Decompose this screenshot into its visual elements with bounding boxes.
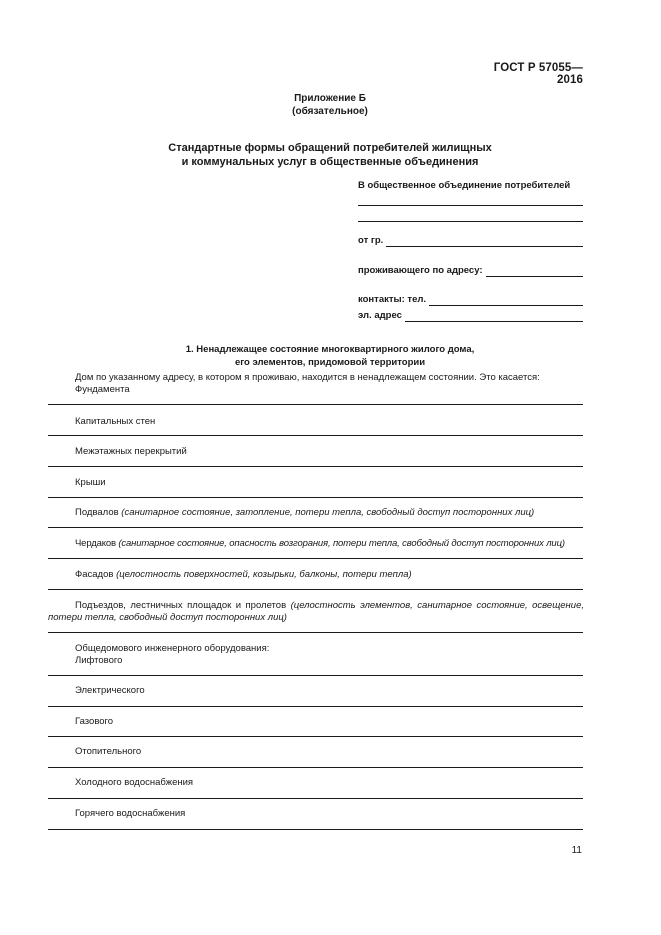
equipment-cold-water-label: Холодного водоснабжения: [75, 777, 194, 788]
email-field: [358, 308, 583, 322]
equipment-hot-water-label: Горячего водоснабжения: [75, 808, 186, 819]
appendix-title: Приложение Б: [294, 93, 366, 104]
page-title: [120, 142, 540, 169]
item-entrances-label: Подъездов, лестничных площадок и пролетов: [75, 600, 291, 611]
item-walls: [75, 416, 585, 428]
equipment-gas-line[interactable]: [48, 736, 583, 737]
item-roof-line[interactable]: [48, 497, 583, 498]
email-label: эл. адрес: [358, 310, 402, 321]
equipment-elevator-label: Лифтового: [75, 655, 123, 666]
item-roof-label: Крыши: [75, 477, 106, 488]
equipment-gas: [75, 716, 585, 728]
document-code: ГОСТ Р 57055—2016: [493, 62, 583, 86]
residing-address-input-line[interactable]: [486, 266, 583, 277]
equipment-gas-label: Газового: [75, 716, 114, 727]
item-walls-line[interactable]: [48, 435, 583, 436]
equipment-cold-water-line[interactable]: [48, 798, 583, 799]
from-label: от гр.: [358, 235, 384, 246]
item-facades: [75, 569, 585, 581]
addressee-blank-line-2[interactable]: [358, 221, 583, 222]
item-floors-label: Межэтажных перекрытий: [75, 446, 187, 457]
equipment-electrical: [75, 685, 585, 697]
residing-address-label: проживающего по адресу:: [358, 265, 483, 276]
item-entrances: [48, 600, 584, 624]
item-basements: [75, 507, 585, 519]
appendix-heading: [200, 92, 460, 118]
equipment-hot-water-line[interactable]: [48, 829, 583, 830]
page-title-line-1: Стандартные формы обращений потребителей жилищных: [168, 142, 492, 154]
section-title: [120, 344, 540, 369]
item-basements-label: Подвалов: [75, 507, 122, 518]
item-floors: [75, 446, 585, 458]
item-entrances-line[interactable]: [48, 632, 583, 633]
equipment-elevator-line[interactable]: [48, 675, 583, 676]
item-facades-note: (целостность поверхностей, козырьки, балконы, потери тепла): [116, 569, 412, 580]
addressee-heading: В общественное объединение потребителей: [358, 180, 571, 191]
item-basements-line[interactable]: [48, 527, 583, 528]
item-foundation-line[interactable]: [48, 404, 583, 405]
email-input-line[interactable]: [405, 311, 583, 322]
section-title-line-2: его элементов, придомовой территории: [234, 356, 426, 368]
item-facades-line[interactable]: [48, 589, 583, 590]
item-basements-note: (санитарное состояние, затопление, потери тепла, свободный доступ посторонних лиц): [121, 507, 535, 518]
equipment-electrical-label: Электрического: [75, 685, 145, 696]
item-facades-label: Фасадов: [75, 569, 117, 580]
equipment-elevator: [75, 655, 585, 667]
equipment-heading: Общедомового инженерного оборудования:: [75, 643, 270, 654]
item-attics: [75, 538, 585, 550]
equipment-heating: [75, 746, 585, 758]
phone-input-line[interactable]: [429, 295, 583, 306]
page-number: 11: [571, 845, 582, 856]
item-floors-line[interactable]: [48, 466, 583, 467]
page-title-line-2: и коммунальных услуг в общественные объединения: [181, 155, 479, 168]
equipment-heating-label: Отопительного: [75, 746, 142, 757]
item-foundation: [75, 384, 585, 396]
item-attics-note: (санитарное состояние, опасность возгорания, потери тепла, свободный доступ посторонних лиц): [118, 538, 565, 549]
equipment-electrical-line[interactable]: [48, 706, 583, 707]
from-field: [358, 233, 583, 247]
residing-address-field: [358, 263, 583, 277]
item-attics-label: Чердаков: [75, 538, 119, 549]
equipment-hot-water: [75, 808, 585, 820]
addressee-blank-line-1[interactable]: [358, 205, 583, 206]
phone-label: контакты: тел.: [358, 294, 427, 305]
section-intro: Дом по указанному адресу, в котором я проживаю, находится в ненадлежащем состоянии. Это касается:: [75, 372, 540, 383]
equipment-heating-line[interactable]: [48, 767, 583, 768]
item-foundation-label: Фундамента: [75, 384, 130, 395]
item-roof: [75, 477, 585, 489]
section-title-line-1: 1. Ненадлежащее состояние многоквартирного жилого дома,: [185, 344, 475, 355]
appendix-status: (обязательное): [292, 106, 368, 117]
phone-field: [358, 292, 583, 306]
item-entrances-note: (целостность элементов, санитарное состояние, освещение, потери тепла, свободный доступ посторонних лиц): [48, 600, 584, 623]
from-input-line[interactable]: [386, 236, 583, 247]
item-attics-line[interactable]: [48, 558, 583, 559]
item-walls-label: Капитальных стен: [75, 416, 156, 427]
equipment-cold-water: [75, 777, 585, 789]
